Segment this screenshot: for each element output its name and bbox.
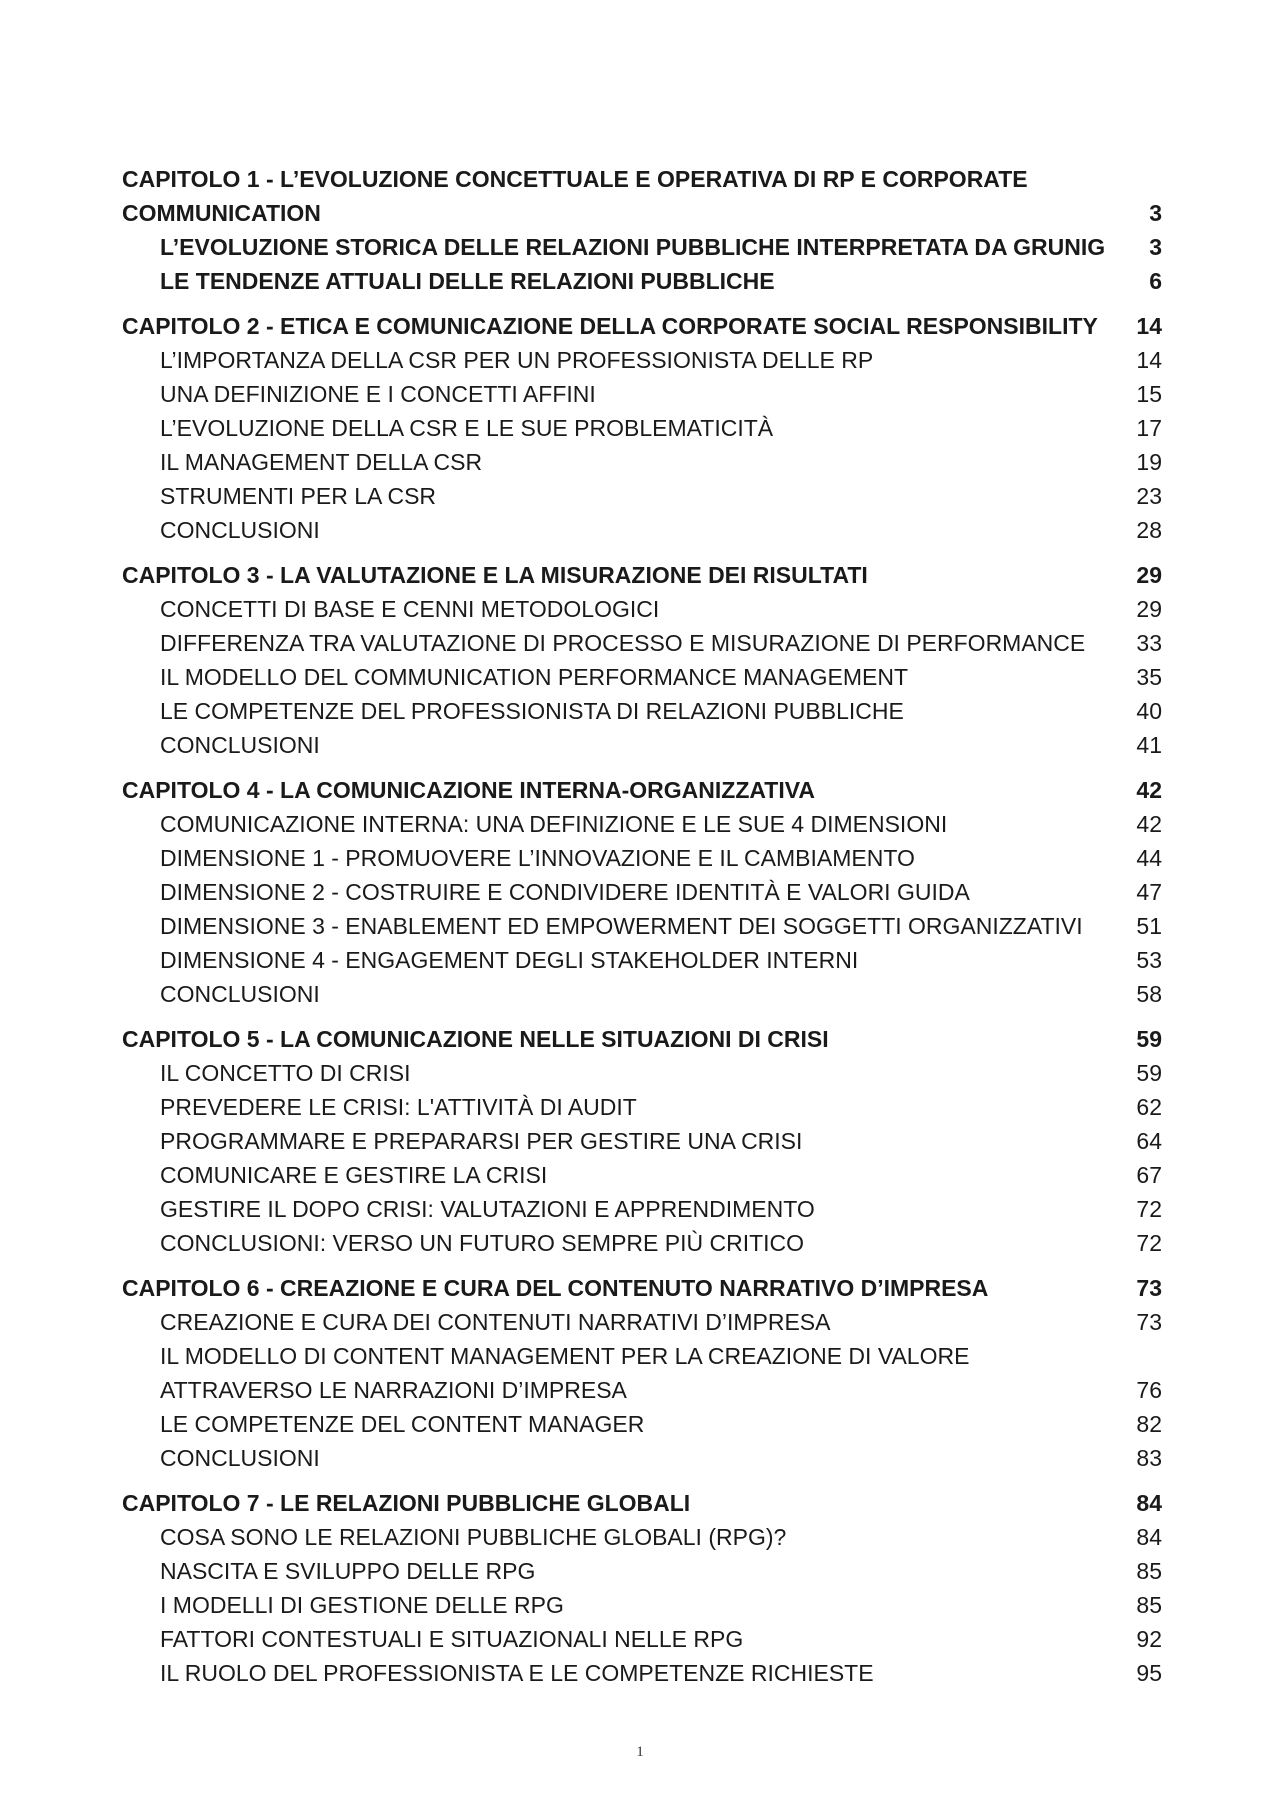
section-page-number: 84 bbox=[1136, 1524, 1162, 1550]
chapter-title: CAPITOLO 3 - LA VALUTAZIONE E LA MISURAZIONE DEI RISULTATI bbox=[122, 562, 868, 588]
toc-section-entry[interactable] bbox=[122, 1090, 1162, 1124]
section-title: UNA DEFINIZIONE E I CONCETTI AFFINI bbox=[160, 381, 596, 407]
toc-section-entry[interactable] bbox=[122, 1441, 1162, 1475]
toc-section-entry[interactable] bbox=[122, 694, 1162, 728]
section-page-number: 44 bbox=[1136, 845, 1162, 871]
section-title: DIFFERENZA TRA VALUTAZIONE DI PROCESSO E MISURAZIONE DI PERFORMANCE bbox=[160, 630, 1086, 656]
toc-chapter-entry[interactable] bbox=[122, 162, 1162, 230]
section-page-number: 85 bbox=[1136, 1558, 1162, 1584]
section-page-number: 28 bbox=[1136, 517, 1162, 543]
toc-chapter-entry[interactable] bbox=[122, 1271, 1162, 1305]
section-title: IL MODELLO DEL COMMUNICATION PERFORMANCE MANAGEMENT bbox=[160, 664, 908, 690]
toc-section-entry[interactable] bbox=[122, 875, 1162, 909]
section-page-number: 82 bbox=[1136, 1411, 1162, 1437]
toc-section-entry[interactable] bbox=[122, 1158, 1162, 1192]
toc-section-entry[interactable] bbox=[122, 513, 1162, 547]
toc-section-entry[interactable] bbox=[122, 909, 1162, 943]
toc-section-entry[interactable] bbox=[122, 660, 1162, 694]
section-title: I MODELLI DI GESTIONE DELLE RPG bbox=[160, 1592, 564, 1618]
section-title: DIMENSIONE 4 - ENGAGEMENT DEGLI STAKEHOLDER INTERNI bbox=[160, 947, 859, 973]
section-page-number: 58 bbox=[1136, 981, 1162, 1007]
section-page-number: 64 bbox=[1136, 1128, 1162, 1154]
chapter-page-number: 3 bbox=[1149, 200, 1162, 226]
toc-section-entry[interactable] bbox=[122, 411, 1162, 445]
section-title: PREVEDERE LE CRISI: L'ATTIVITÀ DI AUDIT bbox=[160, 1094, 637, 1120]
section-page-number: 29 bbox=[1136, 596, 1162, 622]
toc-chapter-entry[interactable] bbox=[122, 1486, 1162, 1520]
section-page-number: 17 bbox=[1136, 415, 1162, 441]
toc-section-entry[interactable] bbox=[122, 1588, 1162, 1622]
section-page-number: 72 bbox=[1136, 1230, 1162, 1256]
section-title: LE TENDENZE ATTUALI DELLE RELAZIONI PUBBLICHE bbox=[160, 268, 775, 294]
section-title: CONCLUSIONI bbox=[160, 517, 320, 543]
section-title: PROGRAMMARE E PREPARARSI PER GESTIRE UNA CRISI bbox=[160, 1128, 803, 1154]
chapter-page-number: 59 bbox=[1136, 1026, 1162, 1052]
toc-section-entry[interactable] bbox=[122, 807, 1162, 841]
toc-section-entry[interactable] bbox=[122, 728, 1162, 762]
chapter-page-number: 73 bbox=[1136, 1275, 1162, 1301]
toc-chapter-entry[interactable] bbox=[122, 1022, 1162, 1056]
section-title: CREAZIONE E CURA DEI CONTENUTI NARRATIVI D’IMPRESA bbox=[160, 1309, 831, 1335]
section-page-number: 53 bbox=[1136, 947, 1162, 973]
section-title: IL RUOLO DEL PROFESSIONISTA E LE COMPETENZE RICHIESTE bbox=[160, 1660, 874, 1686]
toc-section-entry[interactable] bbox=[122, 1622, 1162, 1656]
toc-section-entry[interactable] bbox=[122, 943, 1162, 977]
section-page-number: 67 bbox=[1136, 1162, 1162, 1188]
section-page-number: 14 bbox=[1136, 347, 1162, 373]
chapter-page-number: 14 bbox=[1136, 313, 1162, 339]
section-title: LE COMPETENZE DEL CONTENT MANAGER bbox=[160, 1411, 645, 1437]
section-title: CONCETTI DI BASE E CENNI METODOLOGICI bbox=[160, 596, 660, 622]
toc-section-entry[interactable] bbox=[122, 445, 1162, 479]
toc-section-entry[interactable] bbox=[122, 1192, 1162, 1226]
section-page-number: 35 bbox=[1136, 664, 1162, 690]
section-title: L’EVOLUZIONE DELLA CSR E LE SUE PROBLEMATICITÀ bbox=[160, 415, 774, 441]
section-title: COMUNICAZIONE INTERNA: UNA DEFINIZIONE E LE SUE 4 DIMENSIONI bbox=[160, 811, 948, 837]
toc-chapter-entry[interactable] bbox=[122, 309, 1162, 343]
chapter-title: CAPITOLO 1 - L’EVOLUZIONE CONCETTUALE E OPERATIVA DI RP E CORPORATE COMMUNICATION bbox=[122, 166, 1028, 226]
section-page-number: 83 bbox=[1136, 1445, 1162, 1471]
section-title: CONCLUSIONI bbox=[160, 732, 320, 758]
section-title: IL MANAGEMENT DELLA CSR bbox=[160, 449, 483, 475]
section-title: STRUMENTI PER LA CSR bbox=[160, 483, 437, 509]
toc-chapter bbox=[122, 558, 1162, 762]
section-page-number: 6 bbox=[1149, 268, 1162, 294]
toc-section-entry[interactable] bbox=[122, 1520, 1162, 1554]
toc-section-entry[interactable] bbox=[122, 1305, 1162, 1339]
section-page-number: 72 bbox=[1136, 1196, 1162, 1222]
section-page-number: 85 bbox=[1136, 1592, 1162, 1618]
section-page-number: 33 bbox=[1136, 630, 1162, 656]
section-title: COMUNICARE E GESTIRE LA CRISI bbox=[160, 1162, 548, 1188]
section-page-number: 23 bbox=[1136, 483, 1162, 509]
toc-section-entry[interactable] bbox=[122, 1056, 1162, 1090]
toc-section-entry[interactable] bbox=[122, 1124, 1162, 1158]
toc-chapter-entry[interactable] bbox=[122, 558, 1162, 592]
chapter-title: CAPITOLO 5 - LA COMUNICAZIONE NELLE SITUAZIONI DI CRISI bbox=[122, 1026, 829, 1052]
toc-section-entry[interactable] bbox=[122, 841, 1162, 875]
section-page-number: 73 bbox=[1136, 1309, 1162, 1335]
section-title: LE COMPETENZE DEL PROFESSIONISTA DI RELAZIONI PUBBLICHE bbox=[160, 698, 904, 724]
section-page-number: 62 bbox=[1136, 1094, 1162, 1120]
toc-chapter-entry[interactable] bbox=[122, 773, 1162, 807]
section-title: DIMENSIONE 1 - PROMUOVERE L’INNOVAZIONE E IL CAMBIAMENTO bbox=[160, 845, 915, 871]
section-page-number: 59 bbox=[1136, 1060, 1162, 1086]
section-page-number: 76 bbox=[1136, 1377, 1162, 1403]
section-title: DIMENSIONE 3 - ENABLEMENT ED EMPOWERMENT DEI SOGGETTI ORGANIZZATIVI bbox=[160, 913, 1083, 939]
section-page-number: 41 bbox=[1136, 732, 1162, 758]
chapter-page-number: 84 bbox=[1136, 1490, 1162, 1516]
toc-section-entry[interactable] bbox=[122, 1554, 1162, 1588]
toc-section-entry[interactable] bbox=[122, 479, 1162, 513]
section-title: GESTIRE IL DOPO CRISI: VALUTAZIONI E APPRENDIMENTO bbox=[160, 1196, 815, 1222]
chapter-title: CAPITOLO 2 - ETICA E COMUNICAZIONE DELLA CORPORATE SOCIAL RESPONSIBILITY bbox=[122, 313, 1098, 339]
toc-section-entry[interactable] bbox=[122, 1656, 1162, 1690]
toc-chapter bbox=[122, 773, 1162, 1011]
section-title: CONCLUSIONI: VERSO UN FUTURO SEMPRE PIÙ CRITICO bbox=[160, 1230, 805, 1256]
section-title: NASCITA E SVILUPPO DELLE RPG bbox=[160, 1558, 536, 1584]
toc-chapter bbox=[122, 1486, 1162, 1690]
toc-chapter bbox=[122, 309, 1162, 547]
toc-section-entry[interactable] bbox=[122, 1339, 1162, 1407]
toc-section-entry[interactable] bbox=[122, 343, 1162, 377]
section-title: DIMENSIONE 2 - COSTRUIRE E CONDIVIDERE IDENTITÀ E VALORI GUIDA bbox=[160, 879, 970, 905]
section-page-number: 95 bbox=[1136, 1660, 1162, 1686]
section-title: IL MODELLO DI CONTENT MANAGEMENT PER LA CREAZIONE DI VALORE ATTRAVERSO LE NARRAZIONI D’IMPRESA bbox=[160, 1343, 970, 1403]
section-title: COSA SONO LE RELAZIONI PUBBLICHE GLOBALI (RPG)? bbox=[160, 1524, 787, 1550]
chapter-page-number: 29 bbox=[1136, 562, 1162, 588]
toc-section-entry[interactable] bbox=[122, 592, 1162, 626]
toc-section-entry[interactable] bbox=[122, 977, 1162, 1011]
section-title: L’IMPORTANZA DELLA CSR PER UN PROFESSIONISTA DELLE RP bbox=[160, 347, 874, 373]
section-title: IL CONCETTO DI CRISI bbox=[160, 1060, 411, 1086]
chapter-title: CAPITOLO 4 - LA COMUNICAZIONE INTERNA-ORGANIZZATIVA bbox=[122, 777, 815, 803]
toc-chapter bbox=[122, 162, 1162, 298]
chapter-title: CAPITOLO 7 - LE RELAZIONI PUBBLICHE GLOBALI bbox=[122, 1490, 691, 1516]
toc-section-entry[interactable] bbox=[122, 377, 1162, 411]
section-title: CONCLUSIONI bbox=[160, 981, 320, 1007]
section-page-number: 51 bbox=[1136, 913, 1162, 939]
toc-section-entry[interactable] bbox=[122, 626, 1162, 660]
section-page-number: 3 bbox=[1149, 234, 1162, 260]
section-page-number: 19 bbox=[1136, 449, 1162, 475]
toc-section-entry[interactable] bbox=[122, 1407, 1162, 1441]
chapter-page-number: 42 bbox=[1136, 777, 1162, 803]
toc-chapter bbox=[122, 1271, 1162, 1475]
section-page-number: 92 bbox=[1136, 1626, 1162, 1652]
table-of-contents bbox=[122, 162, 1162, 1690]
section-page-number: 42 bbox=[1136, 811, 1162, 837]
section-title: L’EVOLUZIONE STORICA DELLE RELAZIONI PUBBLICHE INTERPRETATA DA GRUNIG bbox=[160, 234, 1106, 260]
toc-section-entry[interactable] bbox=[122, 230, 1162, 264]
section-page-number: 40 bbox=[1136, 698, 1162, 724]
chapter-title: CAPITOLO 6 - CREAZIONE E CURA DEL CONTENUTO NARRATIVO D’IMPRESA bbox=[122, 1275, 989, 1301]
toc-section-entry[interactable] bbox=[122, 1226, 1162, 1260]
toc-chapter bbox=[122, 1022, 1162, 1260]
section-page-number: 47 bbox=[1136, 879, 1162, 905]
section-title: CONCLUSIONI bbox=[160, 1445, 320, 1471]
section-page-number: 15 bbox=[1136, 381, 1162, 407]
page-number: 1 bbox=[636, 1744, 644, 1760]
toc-section-entry[interactable] bbox=[122, 264, 1162, 298]
section-title: FATTORI CONTESTUALI E SITUAZIONALI NELLE RPG bbox=[160, 1626, 744, 1652]
